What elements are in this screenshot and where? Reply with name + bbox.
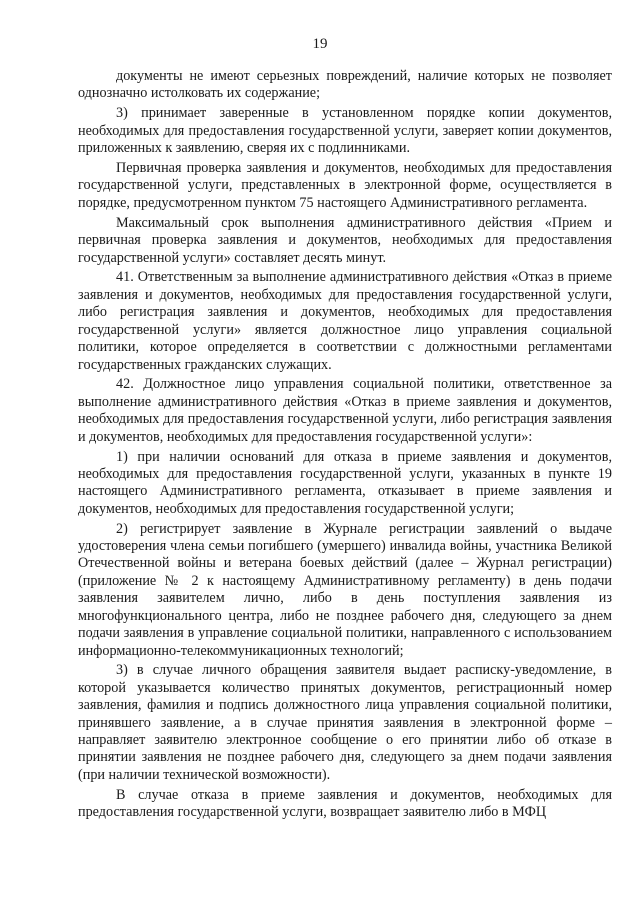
paragraph: 2) регистрирует заявление в Журнале регистрации заявлений о выдаче удостоверения члена семьи погибшего (умершего) инвалида войны, участника Великой Отечественной войны и ветерана боевых действий (далее – Журнал регистрации) (приложение № 2 к настоящему Административному регламенту) в день подачи заявления заявителем лично, либо в день поступления заявления из многофункционального центра, либо не позднее рабочего дня, следующего за днем подачи заявления в управление социальной политики, направленного с использованием информационно-телекоммуникационных технологий; <box>78 520 612 659</box>
paragraph: 41. Ответственным за выполнение административного действия «Отказ в приеме заявления и документов, необходимых для предоставления государственной услуги, либо регистрация заявления и документов, необходимых для предоставления государственной услуги» является должностное лицо управления социальной политики, которое определяется в соответствии с должностными регламентами государственных гражданских служащих. <box>78 269 612 373</box>
paragraph: Максимальный срок выполнения административного действия «Прием и первичная проверка заявления и документов, необходимых для предоставления государственной услуги» составляет десять минут. <box>78 214 612 266</box>
paragraph: документы не имеют серьезных повреждений, наличие которых не позволяет однозначно истолковать их содержание; <box>78 68 612 102</box>
paragraph: 3) принимает заверенные в установленном порядке копии документов, необходимых для предоставления государственной услуги, заверяет копии документов, приложенных к заявлению, сверяя их с подлинниками. <box>78 105 612 157</box>
paragraph: 3) в случае личного обращения заявителя выдает расписку-уведомление, в которой указывается количество принятых документов, регистрационный номер заявления, фамилия и подпись должностного лица управления социальной политики, принявшего заявление, а в случае принятия заявления в электронной форме – направляет заявителю электронное сообщение о его принятии либо об отказе в принятии заявления не позднее рабочего дня, следующего за днем подачи заявления (при наличии технической возможности). <box>78 662 612 783</box>
document-body <box>78 68 612 824</box>
paragraph: Первичная проверка заявления и документов, необходимых для предоставления государственной услуги, представленных в электронной форме, осуществляется в порядке, предусмотренном пунктом 75 настоящего Административного регламента. <box>78 160 612 211</box>
paragraph: 1) при наличии оснований для отказа в приеме заявления и документов, необходимых для предоставления государственной услуги, указанных в пункте 19 настоящего Административного регламента, отказывает в приеме заявления и документов, необходимых для предоставления государственной услуги; <box>78 448 612 517</box>
paragraph: 42. Должностное лицо управления социальной политики, ответственное за выполнение административного действия «Отказ в приеме заявления и документов, необходимых для предоставления государственной услуги, либо регистрация заявления и документов, необходимых для предоставления государственной услуги»: <box>78 376 612 445</box>
paragraph: В случае отказа в приеме заявления и документов, необходимых для предоставления государственной услуги, возвращает заявителю либо в МФЦ <box>78 786 612 821</box>
page-number: 19 <box>312 36 328 52</box>
